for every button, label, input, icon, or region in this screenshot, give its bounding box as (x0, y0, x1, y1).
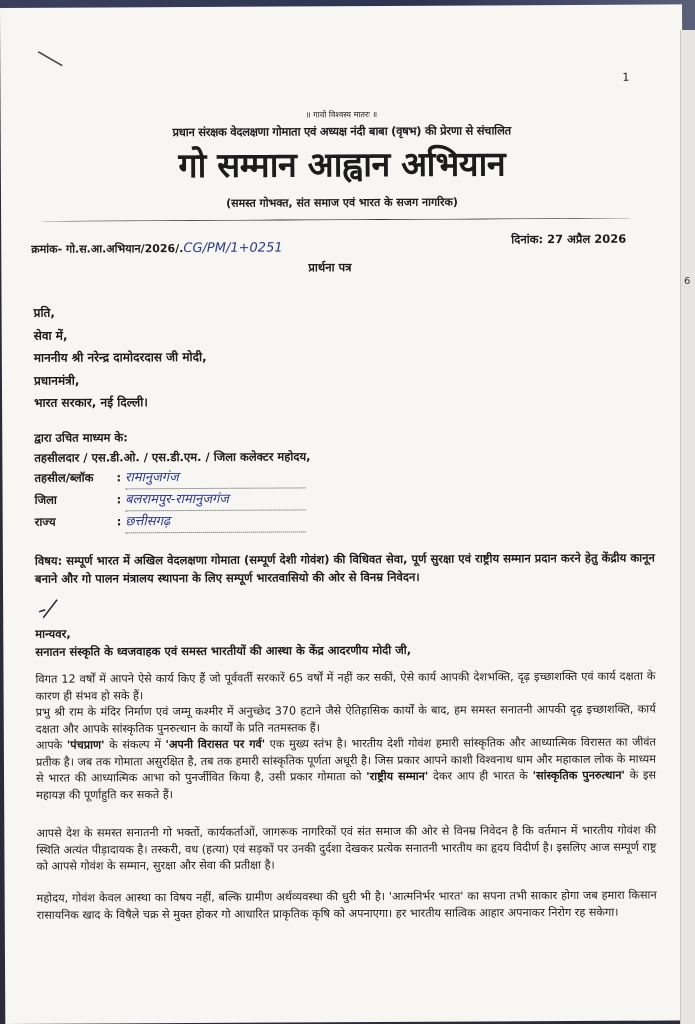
body-text: विगत 12 वर्षों में आपने ऐसे कार्य किए हैं जो पूर्ववर्ती सरकारें 65 वर्षों में नहीं कर सकीं, ऐसे कार्य आपकी देशभक्ति, दृढ़ इच्छाशक्ति एवं कार्य दक्षता के कारण ही संभव हो सके हैं। (35, 669, 656, 703)
header-subtitle: प्रधान संरक्षक वेदलक्षणा गोमाता एवं अध्यक्ष नंदी बाबा (वृषभ) की प्रेरणा से संचालित (172, 123, 511, 140)
field-district: जिला : बलरामपुर-रामानुजगंज (35, 488, 311, 511)
body-text: प्रभु श्री राम के मंदिर निर्माण एवं जम्मू कश्मीर में अनुच्छेद 370 हटाने जैसे ऐतिहासिक कार्यों के बाद, हम समस्त सनातनी आपकी दृढ़ इच्छाशक्ति, कार्य दक्षता और आपके सांस्कृतिक पुनरुत्थान के कार्यों के प्रति नतमस्तक हैं। (35, 702, 656, 736)
next-page-edge (680, 30, 695, 1024)
motto: ॥ गावो विश्वस्य मातरः ॥ (305, 110, 378, 120)
emphasis: 'सांस्कृतिक पुनरुत्थान' (532, 768, 625, 783)
subject: विषय: सम्पूर्ण भारत में अखिल वेदलक्षणा गोमाता (सम्पूर्ण देशी गोवंश) की विधिवत सेवा, पूर्ण सुरक्षा एवं राष्ट्रीय सम्मान प्रदान करने हेतु केंद्रीय कानून बनाने और गो पालन मंत्रालय स्थापना के लिए सम्पूर्ण भारतवासियो की ओर से विनम्र निवेदन। (34, 550, 655, 586)
reference-label: क्रमांक- गो.स.आ.अभियान/2026/. (31, 242, 184, 256)
tagline: (समस्त गोभक्त, संत समाज एवं भारत के सजग नागरिक) (226, 195, 458, 210)
emphasis: 'राष्ट्रीय सम्मान' (366, 769, 429, 784)
salutation-line: सनातन संस्कृति के ध्वजवाहक एवं समस्त भारतीयों की आस्था के केंद्र आदरणीय मोदी जी, (35, 642, 412, 659)
field-label: तहसील/ब्लॉक (34, 470, 94, 485)
header-divider (41, 218, 631, 222)
field-value: बलरामपुर-रामानुजगंज (125, 489, 305, 511)
body-paragraph-1 (35, 669, 656, 804)
field-tehsil: तहसील/ब्लॉक : रामानुजगंज (34, 466, 310, 489)
tick-mark (37, 598, 61, 620)
body-paragraph-3: महोदय, गोवंश केवल आस्था का विषय नहीं, बल्कि ग्रामीण अर्थव्यवस्था की धुरी भी है। 'आत्मनिर्भर भारत' का सपना तभी साकार होगा जब हमारा किसान रासायनिक खाद के विषैले चक्र से मुक्त होकर गो आधारित प्राकृतिक कृषि को अपनाएगा। हर भारतीय सात्विक आहार अपनाकर निरोग रह सकेगा। (36, 888, 657, 922)
salutation (35, 623, 411, 661)
letter-date: दिनांक: 27 अप्रैल 2026 (511, 231, 627, 247)
body-paragraph-2: आपसे देश के समस्त सनातनी गो भक्तों, कार्यकर्ताओं, जागरूक नागरिकों एवं संत समाज की ओर से विनम्र निवेदन है कि वर्तमान में भारतीय गोवंश की स्थिति अत्यंत पीड़ादायक है। तस्करी, वध (हत्या) एवं सड़कों पर उनकी दुर्दशा देखकर प्रत्येक सनातनी भारतीय का हृदय विदीर्ण है। इसलिए आज सम्पूर्ण राष्ट्र को आपसे गोवंश के सम्मान, सुरक्षा और सेवा की प्रतीक्षा है। (36, 823, 657, 873)
addressee-line: प्रधानमंत्री, (33, 373, 80, 388)
salutation-line: मान्यवर, (35, 626, 71, 641)
emphasis: 'पंचप्राण' (66, 738, 105, 752)
via-officers: तहसीलदार / एस.डी.ओ. / एस.डी.एम. / जिला कलेक्टर महोदय, (34, 449, 311, 465)
addressee-line: प्रति, (33, 305, 55, 320)
letter-title: प्रार्थना पत्र (308, 260, 352, 275)
addressee-block (34, 301, 207, 414)
field-label: जिला (34, 492, 57, 507)
pen-mark (36, 48, 64, 70)
campaign-title: गो सम्मान आह्वान अभियान (178, 144, 506, 187)
addressee-line: भारत सरकार, नई दिल्ली। (34, 395, 148, 410)
reference-number (31, 241, 282, 257)
document-page (0, 4, 687, 1024)
handwritten-reference: CG/PM/1+0251 (183, 240, 283, 257)
addressee-line: सेवा में, (33, 328, 68, 343)
emphasis: 'अपनी विरासत पर गर्व' (165, 737, 266, 752)
via-block (34, 426, 311, 533)
field-state: राज्य : छत्तीसगढ़ (35, 510, 311, 533)
page-number: 1 (622, 70, 630, 84)
field-label: राज्य (34, 514, 56, 529)
field-value: छत्तीसगढ़ (125, 511, 305, 533)
side-page-mark: 6 (684, 276, 691, 287)
addressee-line: माननीय श्री नरेन्द्र दामोदरदास जी मोदी, (33, 349, 207, 365)
body-text: आपके 'पंचप्राण' के संकल्प में 'अपनी विरासत पर गर्व' एक मुख्य स्तंभ है। भारतीय देशी गोवंश हमारी सांस्कृतिक और आध्यात्मिक विरासत का जीवंत प्रतीक है। जब तक गोमाता असुरक्षित है, तब तक हमारी सांस्कृतिक पूर्णता अधूरी है। जिस प्रकार आपने काशी विश्वनाथ धाम और महाकाल लोक के माध्यम से भारत की आध्यात्मिक आभा को पुनर्जीवित किया है, उसी प्रकार गोमाता को 'राष्ट्रीय सम्मान' देकर आप ही भारत के 'सांस्कृतिक पुनरुत्थान' के इस महायज्ञ की पूर्णाहुति कर सकते हैं। (35, 735, 657, 802)
field-value: रामानुजगंज (125, 467, 305, 489)
via-heading: द्वारा उचित माध्यम के: (34, 430, 128, 445)
